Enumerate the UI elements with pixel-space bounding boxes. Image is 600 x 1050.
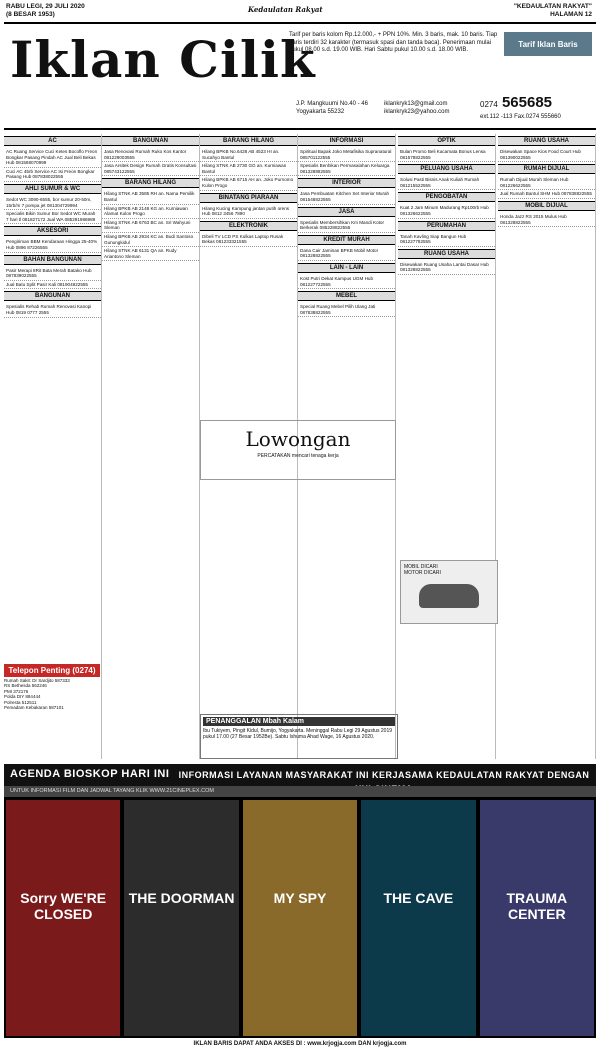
telepon-item: RS Bethesda 562246 — [4, 683, 47, 689]
section-header: KREDIT MURAH — [298, 235, 395, 245]
classified-ad: Kost Putri Dekat Kampus UGM Hub 081227722555 — [298, 275, 395, 289]
movie-title: Sorry WE'RE CLOSED — [20, 890, 107, 922]
section-header: BARANG HILANG — [102, 178, 199, 188]
section-header: PENGOBATAN — [398, 192, 495, 202]
bioskop-footer: IKLAN BARIS DAPAT ANDA AKSES DI : www.krjogja.com DAN krjogja.com — [4, 1038, 596, 1050]
section-header: PERUMAHAN — [398, 221, 495, 231]
classified-ad: Tanah Kavling Siap Bangun Hub 081227782555 — [398, 233, 495, 247]
masthead-ext: ext.112 -113 Fax.0274 555660 — [480, 114, 561, 120]
classified-ad: Jual Batu Split Pasir Kali 081904822555 — [4, 281, 101, 290]
section-header: BINATANG PIARAAN — [200, 193, 297, 203]
classified-ad: Hilang BPKB AB 6715 AH an. Joko Purnomo Kulon Progo — [200, 176, 297, 190]
penanggalan-title — [203, 717, 395, 726]
classified-ad: Spesialis Benhikan Permasalahan Keluarga 081328882555 — [298, 162, 395, 176]
classified-ad: Hilang Kucing Kampung jantan putih orens Hub 0812 3456 7890 — [200, 205, 297, 219]
motor-ad-line: MOBIL DICARI — [404, 564, 438, 570]
movie-title: MY SPY — [273, 890, 327, 906]
classified-ad: Rumah Dijual Murah Sleman Hub 081226622555 — [498, 176, 595, 190]
motor-ad-line: MOTOR DICARI — [404, 570, 441, 576]
telepon-penting-header — [4, 664, 100, 677]
movie-poster — [124, 800, 238, 1036]
classified-ad: Spiritual Bapak Joko Metafisika Supranatural 085701122555 — [298, 148, 395, 162]
section-header: OPTIK — [398, 136, 495, 146]
classified-ad: Spesialis Membersihkan Km Mandi Kotor Berkerak 085228822555 — [298, 219, 395, 233]
classified-ad: Jual Rumah Bantul SHM Hub 087838822555 — [498, 190, 595, 199]
classified-ad: Pengiriman BBM Kendaraan Hingga 25-40% Hub 0896 87226555 — [4, 238, 101, 252]
telepon-item: Polda DIY 884444 — [4, 694, 41, 700]
section-header: AC — [4, 136, 101, 146]
section-header: INFORMASI — [298, 136, 395, 146]
classified-ad: Special Ruang Mebel Pilih Ulang Jati 087838822555 — [298, 303, 395, 317]
header-date-line: RABU LEGI, 29 JULI 2020 — [6, 3, 85, 10]
bioskop-header — [4, 764, 596, 786]
classified-ad: Pasir Merapi 8Rit Bata Merah Batako Hub 087839022555 — [4, 267, 101, 281]
classified-column — [102, 134, 200, 759]
section-header: BAHAN BANGUNAN — [4, 255, 101, 265]
movie-title: THE CAVE — [383, 890, 454, 906]
email-line[interactable]: iklankryk13@gmail.com — [384, 101, 448, 107]
section-header: BANGUNAN — [4, 291, 101, 301]
penanggalan-box — [200, 714, 398, 759]
bioskop-banner: INFORMASI LAYANAN MASYARAKAT INI KERJASAMA KEDAULATAN RAKYAT DENGAN — [178, 770, 590, 780]
section-header: INTERIOR — [298, 178, 395, 188]
page-header — [0, 0, 600, 24]
classified-ad: Cuci AC 45rb Service AC Isi Freon Bongkar Pasang Hub 087838022555 — [4, 168, 101, 182]
classified-ad: Jasa Pembuatan Kitchen Set Interior Murah 081548822555 — [298, 190, 395, 204]
bioskop-info: UNTUK INFORMASI FILM DAN JADWAL TAYANG KLIK WWW.21CINEPLEX.COM — [10, 788, 214, 794]
bioskop-title: AGENDA BIOSKOP HARI INI — [10, 768, 170, 780]
classified-column — [398, 134, 496, 759]
classified-ad: Sedot WC 3090-6555, bor sumur 20-50m, 15rb/m 7 pompa jet 081304729994 — [4, 196, 101, 210]
lowongan-box — [200, 420, 396, 480]
classified-ad: Dibeli TV LCD PS Kulkas Laptop Rusak Bekas 081233321555 — [200, 233, 297, 247]
address-line: J.P. Mangkuumi No.40 - 46 — [296, 101, 368, 107]
phone-number: 565685 — [501, 94, 553, 111]
penanggalan-body: Ibu Tukiyem, Pingit Kidul, Bumijo, Yogyakarta. Meninggal Rabu Legi 29 Agustus 2019 pukul 17.00 (27 Besar 1952Be). Sabtu Ishuma Ahad Wage, 16 Agustus 2020. — [203, 728, 393, 740]
movie-poster — [6, 800, 120, 1036]
telepon-item: Pemadam Kebakaran 587101 — [4, 705, 64, 711]
penanggalan-label: PENANGGALAN — [206, 718, 261, 725]
classified-ad: Disewakan Space Kios Food Court Hub 081390022555 — [498, 148, 595, 162]
section-header: ELEKTRONIK — [200, 221, 297, 231]
classified-ad: Disewakan Ruang Usaha Lantai Dasar Hub 081328822555 — [398, 261, 495, 275]
section-header: AKSESORI — [4, 226, 101, 236]
classified-column — [498, 134, 596, 759]
section-header: AHLI SUMUR & WC — [4, 184, 101, 194]
masthead — [4, 22, 596, 130]
section-header: BARANG HILANG — [200, 136, 297, 146]
classified-ad: Hilang STNK AB 3585 RH an. Nama Pemilik Bantul — [102, 190, 199, 204]
header-date-line: (8 BESAR 1953) — [6, 11, 55, 18]
section-header: MOBIL DIJUAL — [498, 201, 595, 211]
telepon-item: Polresta 512511 — [4, 699, 37, 705]
telepon-list — [4, 678, 100, 710]
movie-poster — [480, 800, 594, 1036]
phone-prefix: 0274 — [480, 100, 498, 109]
movie-title: TRAUMA CENTER — [506, 890, 568, 922]
masthead-email — [384, 100, 449, 116]
classified-ad: Hilang BPKB AB 2934 KC an. Budi Santoso Gunungkidul — [102, 233, 199, 247]
bioskop-section — [4, 764, 596, 1050]
section-header: BANGUNAN — [102, 136, 199, 146]
bioskop-info-bar — [4, 786, 596, 797]
classified-ad: Hilang STNK AB 6131 QA an. Rudy Ariantono Sleman — [102, 247, 199, 261]
penanggalan-sub: Mbah Kalam — [262, 718, 305, 725]
classified-ad: Hilang BPKB AB 2148 KG an. Kurniawan Alamat Kulon Progo — [102, 205, 199, 219]
section-header: LAIN - LAIN — [298, 263, 395, 273]
masthead-phone — [480, 94, 552, 111]
movie-poster — [243, 800, 357, 1036]
header-right — [514, 3, 592, 19]
classified-ad: Hilang BPKB No.6428 AB 4523 HI an. Sucahyo Bantul — [200, 148, 297, 162]
header-page-number: HALAMAN 12 — [550, 11, 592, 18]
lowongan-title: Lowongan — [245, 427, 351, 451]
motor-ad — [400, 560, 498, 624]
masthead-address — [296, 100, 368, 116]
header-date — [6, 3, 85, 19]
movie-title: THE DOORMAN — [128, 890, 235, 906]
classified-ad: Jasa Arsitek Design Rumah Gratis Konsultasi 085743122555 — [102, 162, 199, 176]
header-publication-name: "KEDAULATAN RAKYAT" — [513, 3, 592, 10]
classified-ad: Jasa Renovasi Rumah Ruko Kos Kantor 081229003555 — [102, 148, 199, 162]
classified-ad: Dana Cair Jaminan BPKB Mobil Motor 081328822555 — [298, 247, 395, 261]
address-line: Yogyakarta 55232 — [296, 109, 345, 115]
section-header: RUANG USAHA — [398, 249, 495, 259]
telepon-item: PMI 372176 — [4, 688, 29, 694]
classified-ad: Solusi Pasti Bisnis Anak Kuliah Rumah 081215522555 — [398, 176, 495, 190]
motorcycle-image — [419, 584, 479, 608]
section-header: PELUANG USAHA — [398, 164, 495, 174]
lowongan-subtitle: PERCATAKAN mencari tenaga kerja — [257, 453, 339, 459]
classified-ad: Kuat 2 Jam Minum Madurang Rp100rb Hub 081326622555 — [398, 204, 495, 218]
classified-ad: Hilang STNK AB 6763 BC an. Sri Wahyuni Sleman — [102, 219, 199, 233]
email-line[interactable]: iklankryk23@yahoo.com — [384, 109, 450, 115]
classified-ad: Spesialis Rehab Rumah Renovasi Kanopi Hub 0819 0777 2555 — [4, 303, 101, 317]
section-header: RUMAH DIJUAL — [498, 164, 595, 174]
classified-ad: Honda Jazz RS 2015 Mulus Hub 081328822555 — [498, 213, 595, 227]
masthead-title: Iklan Cilik — [10, 30, 316, 89]
telepon-title: Telepon Penting — [8, 666, 71, 675]
classified-ad: Bulan Promo Beli Kacamata Bonus Lensa 081578822555 — [398, 148, 495, 162]
telepon-code: (0274) — [72, 666, 96, 675]
tarif-text: Tarif per baris kolom Rp.12.000,- + PPN 10%. Min. 3 baris, mak. 10 baris. Tiap baris terdiri 32 karakter (termasuk spasi dan tanda baca). Penerimaan mulai pukul 08.00 s.d. 19.00 WIB. Hari Sabtu pukul 10.00 s.d. 18.00 WIB. — [289, 32, 498, 53]
section-header: JASA — [298, 207, 395, 217]
tarif-badge: Tarif Iklan Baris — [504, 32, 592, 56]
section-header: MEBEL — [298, 291, 395, 301]
section-header: RUANG USAHA — [498, 136, 595, 146]
classified-ad: Specialis Bikin Sumur Bor Sedot WC Murah 7 hari tl 081827172 Jual WA 085291986989 — [4, 210, 101, 224]
movie-poster — [361, 800, 475, 1036]
telepon-item: Rumah Sakit: Dr Sardjito 587333 — [4, 678, 70, 683]
classified-ad: Hilang STNK AB 2730 GG an. Kurniawan Bantul — [200, 162, 297, 176]
header-publication: Kedaulatan Rakyat — [248, 5, 323, 14]
classified-ad: AC Ruang Service Cuci Ketes Bocoflo Freon Bongkar Pasang Pindah AC Jual Beli Bekas Hub 081568070999 — [4, 148, 101, 168]
